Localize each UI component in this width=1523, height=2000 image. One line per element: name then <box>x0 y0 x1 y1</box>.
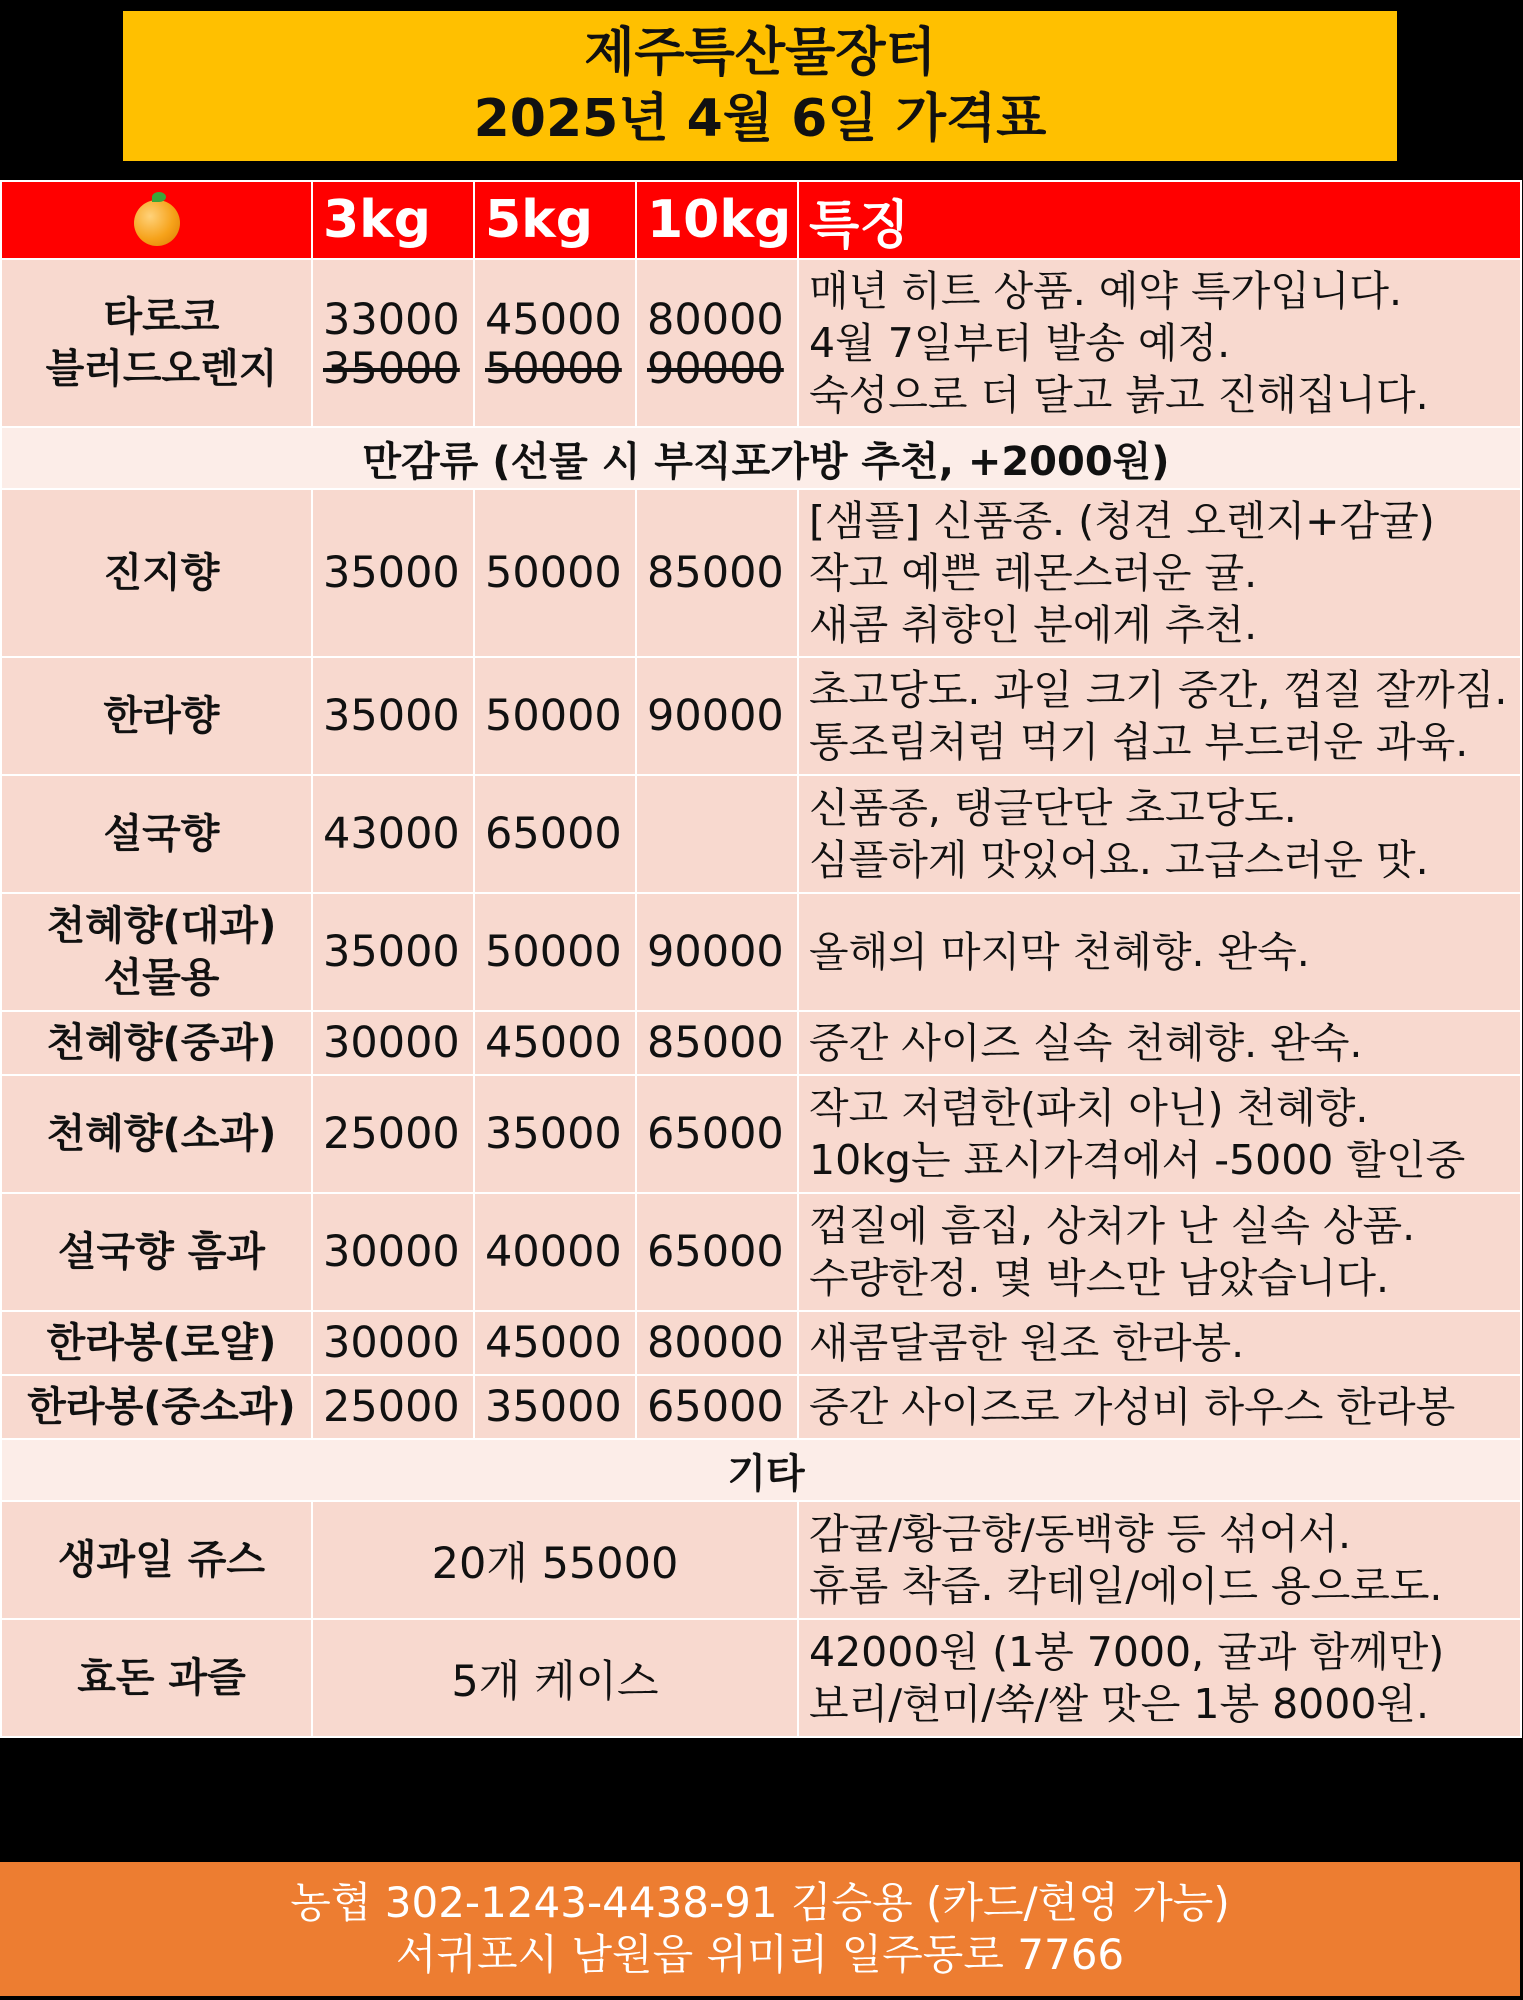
price-3kg: 35000 <box>312 489 474 657</box>
price-10kg: 85000 <box>636 489 798 657</box>
feature-line: 숙성으로 더 달고 붉고 진해집니다. <box>809 371 1429 419</box>
price-5kg: 35000 <box>474 1375 636 1439</box>
price-3kg: 35000 <box>312 893 474 1011</box>
product-name-line: 타로코 <box>103 294 220 340</box>
price-10kg: 65000 <box>636 1193 798 1311</box>
feature-line: 감귤/황금향/동백향 등 섞어서. <box>809 1510 1351 1558</box>
product-name <box>1 1075 312 1193</box>
col-features: 특징 <box>798 181 1521 259</box>
table-row <box>1 1619 1521 1737</box>
feature-line: 새콤 취향인 분에게 추천. <box>809 601 1258 649</box>
feature-line: 42000원 (1봉 7000, 귤과 함께만) <box>809 1628 1445 1676</box>
price-5kg: 50000 <box>474 489 636 657</box>
product-name-line: 천혜향(중과) <box>46 1020 277 1066</box>
section-header <box>1 427 1521 489</box>
section-header <box>1 1439 1521 1501</box>
feature-line: 작고 저렴한(파치 아닌) 천혜향. <box>809 1084 1369 1132</box>
product-name: 생과일 쥬스 <box>1 1501 312 1619</box>
price-10kg <box>636 775 798 893</box>
price-10kg: 90000 <box>636 893 798 1011</box>
feature-line: 중간 사이즈로 가성비 하우스 한라봉 <box>809 1383 1456 1431</box>
table-row <box>1 1501 1521 1619</box>
price-10kg <box>636 259 798 427</box>
feature-line: 수량한정. 몇 박스만 남았습니다. <box>809 1254 1390 1302</box>
product-name-line: 설국향 흠과 <box>57 1229 266 1275</box>
table-row <box>1 1011 1521 1075</box>
table-row-featured <box>1 259 1521 427</box>
table-row <box>1 775 1521 893</box>
feature-line: 10kg는 표시가격에서 -5000 할인중 <box>809 1136 1466 1184</box>
product-features <box>798 657 1521 775</box>
sale-price: 33000 <box>323 295 460 345</box>
price-3kg: 30000 <box>312 1311 474 1375</box>
product-name-line: 한라향 <box>103 693 220 739</box>
feature-line: 매년 히트 상품. 예약 특가입니다. <box>809 267 1403 315</box>
product-name-line: 선물용 <box>103 955 220 1001</box>
original-price: 35000 <box>323 344 460 394</box>
price-5kg: 50000 <box>474 657 636 775</box>
feature-line: 휴롬 착즙. 칵테일/에이드 용으로도. <box>809 1562 1443 1610</box>
price-list-date: 2025년 4월 6일 가격표 <box>473 89 1047 149</box>
table-row <box>1 1375 1521 1439</box>
table-row <box>1 489 1521 657</box>
price-3kg: 30000 <box>312 1011 474 1075</box>
price-10kg: 65000 <box>636 1075 798 1193</box>
table-row <box>1 1075 1521 1193</box>
product-features <box>798 1311 1521 1375</box>
product-price: 5개 케이스 <box>312 1619 798 1737</box>
section-title-other: 기타 <box>1 1439 1521 1501</box>
price-5kg: 40000 <box>474 1193 636 1311</box>
product-name-line: 진지향 <box>103 550 220 596</box>
product-name <box>1 1375 312 1439</box>
table-row <box>1 657 1521 775</box>
feature-line: 4월 7일부터 발송 예정. <box>809 319 1231 367</box>
price-3kg: 30000 <box>312 1193 474 1311</box>
price-3kg: 25000 <box>312 1375 474 1439</box>
product-name: 효돈 과즐 <box>1 1619 312 1737</box>
section-title-citrus: 만감류 (선물 시 부직포가방 추천, +2000원) <box>1 427 1521 489</box>
product-features <box>798 775 1521 893</box>
product-features <box>798 1193 1521 1311</box>
price-5kg: 45000 <box>474 1011 636 1075</box>
feature-line: 보리/현미/쑥/쌀 맛은 1봉 8000원. <box>809 1680 1430 1728</box>
feature-line: [샘플] 신품종. (청견 오렌지+감귤) <box>809 497 1435 545</box>
store-title: 제주특산물장터 <box>584 23 936 83</box>
price-table <box>0 180 1522 1738</box>
feature-line: 껍질에 흠집, 상처가 난 실속 상품. <box>809 1202 1416 1250</box>
product-name <box>1 1193 312 1311</box>
feature-line: 중간 사이즈 실속 천혜향. 완숙. <box>809 1019 1363 1067</box>
original-price: 50000 <box>485 344 622 394</box>
product-features <box>798 489 1521 657</box>
product-name <box>1 1011 312 1075</box>
col-10kg: 10kg <box>636 181 798 259</box>
feature-line: 올해의 마지막 천혜향. 완숙. <box>809 928 1310 976</box>
payment-footer <box>0 1862 1520 1996</box>
feature-line: 통조림처럼 먹기 쉽고 부드러운 과육. <box>809 718 1469 766</box>
col-3kg: 3kg <box>312 181 474 259</box>
product-name <box>1 893 312 1011</box>
sale-price: 45000 <box>485 295 622 345</box>
product-name-line: 블러드오렌지 <box>45 346 278 392</box>
price-5kg: 45000 <box>474 1311 636 1375</box>
price-5kg: 35000 <box>474 1075 636 1193</box>
feature-line: 심플하게 맛있어요. 고급스러운 맛. <box>809 836 1429 884</box>
product-name <box>1 1311 312 1375</box>
price-3kg: 43000 <box>312 775 474 893</box>
feature-line: 초고당도. 과일 크기 중간, 껍질 잘까짐. <box>809 666 1508 714</box>
price-3kg: 35000 <box>312 657 474 775</box>
product-name-line: 한라봉(로얄) <box>46 1320 277 1366</box>
price-10kg: 65000 <box>636 1375 798 1439</box>
col-5kg: 5kg <box>474 181 636 259</box>
product-name <box>1 775 312 893</box>
product-features <box>798 1375 1521 1439</box>
sale-price: 80000 <box>647 295 784 345</box>
product-name-line: 설국향 <box>103 811 220 857</box>
product-name-line: 천혜향(소과) <box>46 1111 277 1157</box>
price-10kg: 90000 <box>636 657 798 775</box>
price-5kg: 50000 <box>474 893 636 1011</box>
product-price: 20개 55000 <box>312 1501 798 1619</box>
feature-line: 작고 예쁜 레몬스러운 귤. <box>809 549 1258 597</box>
feature-line: 새콤달콤한 원조 한라봉. <box>809 1319 1245 1367</box>
product-name <box>1 489 312 657</box>
product-features <box>798 259 1521 427</box>
header-icon-cell <box>1 181 312 259</box>
product-name <box>1 657 312 775</box>
product-name-line: 천혜향(대과) <box>46 903 277 949</box>
store-address: 서귀포시 남원읍 위미리 일주동로 7766 <box>395 1930 1125 1979</box>
product-name-line: 한라봉(중소과) <box>27 1384 296 1430</box>
price-5kg <box>474 259 636 427</box>
product-features <box>798 893 1521 1011</box>
feature-line: 신품종, 탱글단단 초고당도. <box>809 784 1297 832</box>
product-features <box>798 1501 1521 1619</box>
price-10kg: 85000 <box>636 1011 798 1075</box>
orange-icon <box>134 200 180 246</box>
table-row <box>1 1311 1521 1375</box>
product-features <box>798 1011 1521 1075</box>
table-row <box>1 893 1521 1011</box>
price-5kg: 65000 <box>474 775 636 893</box>
product-name <box>1 259 312 427</box>
title-banner <box>123 11 1397 161</box>
bank-account: 농협 302-1243-4438-91 김승용 (카드/현영 가능) <box>290 1878 1230 1927</box>
price-3kg: 25000 <box>312 1075 474 1193</box>
table-header-row <box>1 181 1521 259</box>
price-10kg: 80000 <box>636 1311 798 1375</box>
table-row <box>1 1193 1521 1311</box>
original-price: 90000 <box>647 344 784 394</box>
product-features <box>798 1619 1521 1737</box>
price-3kg <box>312 259 474 427</box>
product-features <box>798 1075 1521 1193</box>
